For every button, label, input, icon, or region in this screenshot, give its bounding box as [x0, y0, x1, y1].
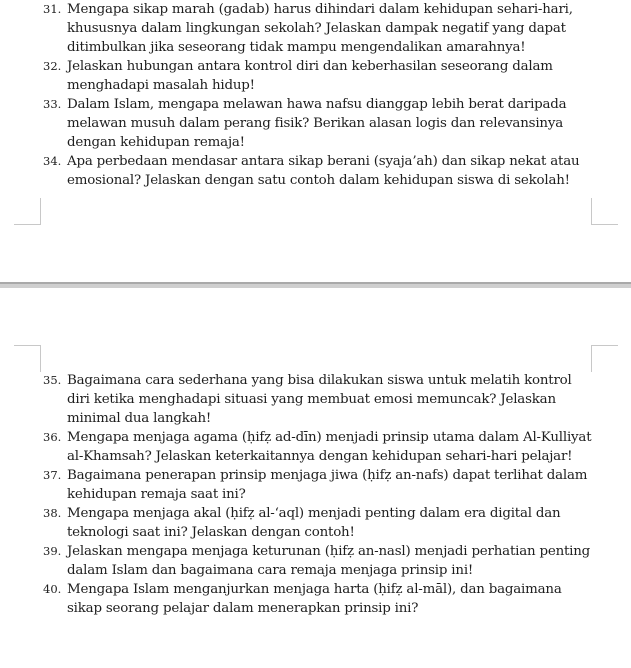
question-text: Mengapa sikap marah (gadab) harus dihindari dalam kehidupan sehari-hari, khususnya dalam lingkungan sekolah? Jelaskan dampak negatif yang dapat ditimbulkan jika seseorang tidak mampu mengendalikan amarahnya!	[67, 2, 573, 55]
question-number: 38.	[43, 506, 62, 520]
question-number: 32.	[43, 59, 62, 73]
question-text: Mengapa menjaga akal (ḥifẓ al-‘aql) menjadi penting dalam era digital dan teknologi saat ini? Jelaskan dengan contoh!	[67, 506, 561, 540]
question-text: Mengapa Islam menganjurkan menjaga harta (ḥifẓ al-māl), dan bagaimana sikap seorang pelajar dalam menerapkan prinsip ini?	[67, 582, 562, 616]
question-number: 39.	[43, 544, 62, 558]
question-text: Apa perbedaan mendasar antara sikap berani (syaja’ah) dan sikap nekat atau emosional? Jelaskan dengan satu contoh dalam kehidupan siswa di sekolah!	[67, 154, 580, 188]
question-item	[0, 428, 597, 466]
document-page-top	[0, 0, 631, 282]
page-separator-line	[0, 282, 631, 284]
question-text: Jelaskan mengapa menjaga keturunan (ḥifẓ an-nasl) menjadi perhatian penting dalam Islam dan bagaimana cara remaja menjaga prinsip ini!	[67, 544, 591, 578]
crop-mark-top-left	[14, 345, 41, 372]
question-text: Bagaimana cara sederhana yang bisa dilakukan siswa untuk melatih kontrol diri ketika menghadapi situasi yang membuat emosi memuncak? Jelaskan minimal dua langkah!	[67, 373, 572, 426]
question-item	[0, 466, 597, 504]
question-number: 36.	[43, 430, 62, 444]
question-text: Dalam Islam, mengapa melawan hawa nafsu dianggap lebih berat daripada melawan musuh dalam perang fisik? Berikan alasan logis dan relevansinya dengan kehidupan remaja!	[67, 97, 567, 150]
question-text: Bagaimana penerapan prinsip menjaga jiwa (ḥifẓ an-nafs) dapat terlihat dalam kehidupan remaja saat ini?	[67, 468, 588, 502]
question-text: Mengapa menjaga agama (ḥifẓ ad-dīn) menjadi prinsip utama dalam Al-Kulliyat al-Khamsah? Jelaskan keterkaitannya dengan kehidupan sehari-hari pelajar!	[67, 430, 592, 464]
crop-mark-bottom-left	[14, 198, 41, 225]
question-item	[0, 95, 597, 152]
crop-mark-top-right	[591, 345, 618, 372]
question-item	[0, 371, 597, 428]
document-page-bottom	[0, 288, 631, 668]
crop-mark-bottom-right	[591, 198, 618, 225]
question-list-top	[0, 0, 597, 190]
question-text: Jelaskan hubungan antara kontrol diri dan keberhasilan seseorang dalam menghadapi masalah hidup!	[67, 59, 553, 93]
question-number: 34.	[43, 154, 62, 168]
question-number: 33.	[43, 97, 62, 111]
question-item	[0, 580, 597, 618]
question-number: 37.	[43, 468, 62, 482]
question-item	[0, 0, 597, 57]
question-item	[0, 504, 597, 542]
question-list-bottom	[0, 371, 597, 618]
question-item	[0, 542, 597, 580]
question-number: 31.	[43, 2, 62, 16]
question-number: 35.	[43, 373, 62, 387]
question-item	[0, 152, 597, 190]
question-number: 40.	[43, 582, 62, 596]
question-item	[0, 57, 597, 95]
